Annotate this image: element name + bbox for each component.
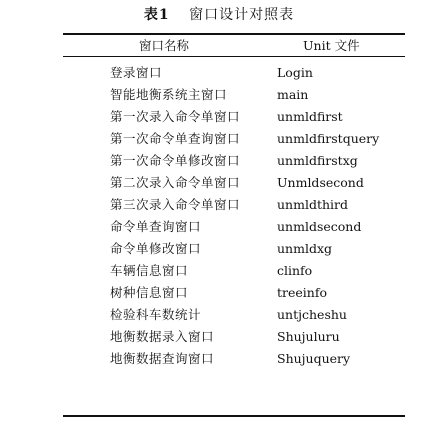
header-unit-file: Unit 文件: [303, 38, 360, 53]
unit-file-cell: unmldxg: [277, 241, 333, 256]
window-name-cell: 登录窗口: [110, 65, 163, 80]
table-row: [0, 128, 438, 150]
window-name-cell: 地衡数据查询窗口: [110, 351, 215, 366]
table-title: 窗口设计对照表: [189, 7, 295, 23]
unit-file-cell: unmldfirstquery: [277, 131, 380, 146]
table-row: [0, 260, 438, 282]
window-name-cell: 第一次命令单查询窗口: [110, 131, 241, 146]
table-body: [0, 62, 438, 370]
unit-file-cell: unmldfirstxg: [277, 153, 358, 168]
table-caption: [0, 6, 438, 24]
unit-file-cell: unmldthird: [277, 197, 349, 212]
table-top-rule: [63, 33, 405, 35]
table-row: [0, 106, 438, 128]
window-name-cell: 树种信息窗口: [110, 285, 189, 300]
header-window-name: 窗口名称: [139, 38, 190, 53]
table-row: [0, 62, 438, 84]
table-bottom-rule: [63, 415, 405, 417]
unit-file-cell: unmldsecond: [277, 219, 362, 234]
unit-file-cell: Unmldsecond: [277, 175, 364, 190]
unit-file-cell: Login: [277, 65, 313, 80]
table-row: [0, 282, 438, 304]
window-name-cell: 车辆信息窗口: [110, 263, 189, 278]
unit-file-cell: treeinfo: [277, 285, 327, 300]
table-row: [0, 172, 438, 194]
table-header-rule: [63, 56, 405, 57]
window-name-cell: 检验科车数统计: [110, 307, 202, 322]
table-header-row: [63, 36, 405, 56]
table-row: [0, 194, 438, 216]
window-name-cell: 第二次录入命令单窗口: [110, 175, 241, 190]
table-row: [0, 326, 438, 348]
table-number: 表1: [143, 7, 170, 23]
table-row: [0, 348, 438, 370]
table-row: [0, 150, 438, 172]
table-row: [0, 238, 438, 260]
unit-file-cell: Shujuquery: [277, 351, 351, 366]
table-row: [0, 84, 438, 106]
window-name-cell: 命令单修改窗口: [110, 241, 202, 256]
unit-file-cell: Shujuluru: [277, 329, 340, 344]
unit-file-cell: clinfo: [277, 263, 313, 278]
window-name-cell: 第三次录入命令单窗口: [110, 197, 241, 212]
table-row: [0, 304, 438, 326]
window-name-cell: 地衡数据录入窗口: [110, 329, 215, 344]
unit-file-cell: unmldfirst: [277, 109, 343, 124]
window-name-cell: 智能地衡系统主窗口: [110, 87, 228, 102]
window-name-cell: 第一次命令单修改窗口: [110, 153, 241, 168]
table-row: [0, 216, 438, 238]
window-name-cell: 命令单查询窗口: [110, 219, 202, 234]
unit-file-cell: main: [277, 87, 309, 102]
window-name-cell: 第一次录入命令单窗口: [110, 109, 241, 124]
unit-file-cell: untjcheshu: [277, 307, 347, 322]
